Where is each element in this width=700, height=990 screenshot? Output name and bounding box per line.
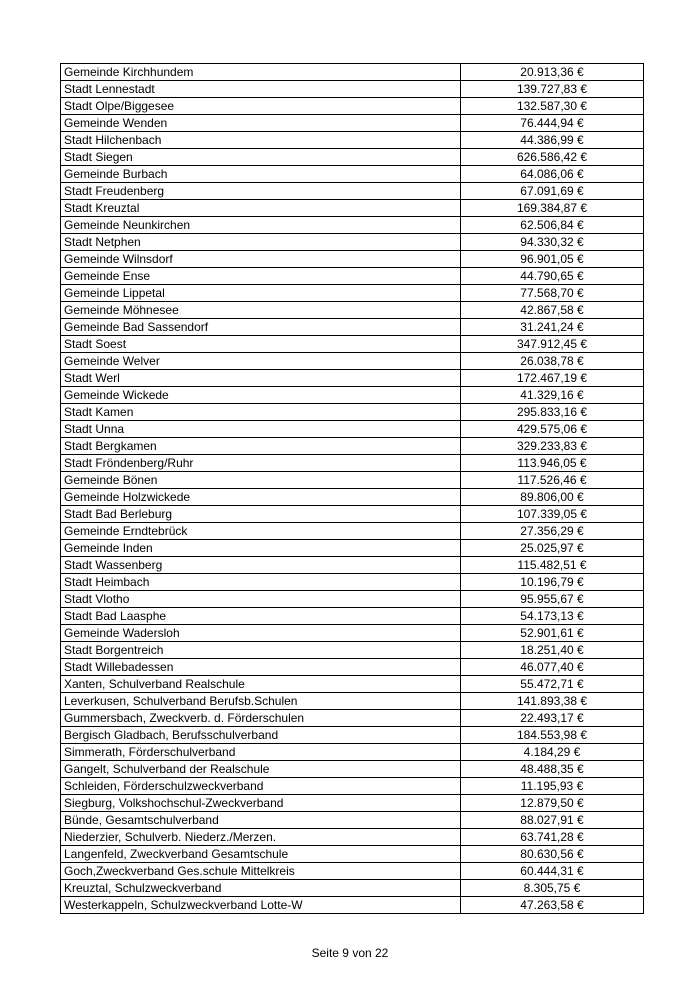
table-row — [61, 81, 644, 98]
amount-cell: 184.553,98 € — [461, 727, 644, 744]
municipality-name-cell: Stadt Vlotho — [61, 591, 461, 608]
municipality-name-cell: Stadt Bad Berleburg — [61, 506, 461, 523]
amount-cell: 117.526,46 € — [461, 472, 644, 489]
amount-cell: 63.741,28 € — [461, 829, 644, 846]
amount-cell: 62.506,84 € — [461, 217, 644, 234]
amount-cell: 172.467,19 € — [461, 370, 644, 387]
municipality-name-cell: Simmerath, Förderschulverband — [61, 744, 461, 761]
municipality-name-cell: Stadt Lennestadt — [61, 81, 461, 98]
table-row — [61, 829, 644, 846]
municipality-name-cell: Gemeinde Erndtebrück — [61, 523, 461, 540]
municipality-name-cell: Stadt Bad Laasphe — [61, 608, 461, 625]
municipality-name-cell: Gangelt, Schulverband der Realschule — [61, 761, 461, 778]
amount-cell: 88.027,91 € — [461, 812, 644, 829]
table-row — [61, 472, 644, 489]
municipality-name-cell: Stadt Freudenberg — [61, 183, 461, 200]
amount-cell: 31.241,24 € — [461, 319, 644, 336]
municipality-name-cell: Leverkusen, Schulverband Berufsb.Schulen — [61, 693, 461, 710]
municipality-name-cell: Bünde, Gesamtschulverband — [61, 812, 461, 829]
municipality-name-cell: Goch,Zweckverband Ges.schule Mittelkreis — [61, 863, 461, 880]
table-row — [61, 727, 644, 744]
amount-cell: 26.038,78 € — [461, 353, 644, 370]
amount-cell: 25.025,97 € — [461, 540, 644, 557]
table-row — [61, 115, 644, 132]
amount-cell: 10.196,79 € — [461, 574, 644, 591]
municipality-name-cell: Stadt Fröndenberg/Ruhr — [61, 455, 461, 472]
amount-cell: 11.195,93 € — [461, 778, 644, 795]
municipality-name-cell: Stadt Kamen — [61, 404, 461, 421]
table-row — [61, 336, 644, 353]
amount-cell: 54.173,13 € — [461, 608, 644, 625]
amount-cell: 95.955,67 € — [461, 591, 644, 608]
amount-cell: 46.077,40 € — [461, 659, 644, 676]
amount-cell: 80.630,56 € — [461, 846, 644, 863]
table-row — [61, 659, 644, 676]
table-row — [61, 710, 644, 727]
amount-cell: 107.339,05 € — [461, 506, 644, 523]
table-row — [61, 183, 644, 200]
table-row — [61, 863, 644, 880]
amount-cell: 44.790,65 € — [461, 268, 644, 285]
table-row — [61, 761, 644, 778]
table-row — [61, 642, 644, 659]
municipality-name-cell: Stadt Borgentreich — [61, 642, 461, 659]
municipality-name-cell: Gemeinde Burbach — [61, 166, 461, 183]
amount-cell: 20.913,36 € — [461, 64, 644, 81]
table-row — [61, 540, 644, 557]
table-row — [61, 319, 644, 336]
amount-cell: 12.879,50 € — [461, 795, 644, 812]
table-row — [61, 98, 644, 115]
amount-cell: 76.444,94 € — [461, 115, 644, 132]
amount-cell: 77.568,70 € — [461, 285, 644, 302]
municipality-name-cell: Stadt Olpe/Biggesee — [61, 98, 461, 115]
municipality-name-cell: Gemeinde Bönen — [61, 472, 461, 489]
table-row — [61, 404, 644, 421]
amount-cell: 47.263,58 € — [461, 897, 644, 914]
amount-cell: 295.833,16 € — [461, 404, 644, 421]
municipality-name-cell: Gemeinde Lippetal — [61, 285, 461, 302]
amount-cell: 41.329,16 € — [461, 387, 644, 404]
table-row — [61, 591, 644, 608]
municipality-name-cell: Stadt Siegen — [61, 149, 461, 166]
municipality-name-cell: Gemeinde Wadersloh — [61, 625, 461, 642]
municipality-name-cell: Stadt Hilchenbach — [61, 132, 461, 149]
table-row — [61, 370, 644, 387]
municipality-name-cell: Xanten, Schulverband Realschule — [61, 676, 461, 693]
table-row — [61, 234, 644, 251]
municipality-name-cell: Stadt Soest — [61, 336, 461, 353]
table-row — [61, 744, 644, 761]
table-row — [61, 608, 644, 625]
municipality-name-cell: Gemeinde Neunkirchen — [61, 217, 461, 234]
amount-cell: 115.482,51 € — [461, 557, 644, 574]
table-row — [61, 387, 644, 404]
amount-cell: 42.867,58 € — [461, 302, 644, 319]
table-row — [61, 846, 644, 863]
amount-cell: 347.912,45 € — [461, 336, 644, 353]
municipality-name-cell: Gemeinde Inden — [61, 540, 461, 557]
table-row — [61, 489, 644, 506]
table-row — [61, 285, 644, 302]
amount-cell: 55.472,71 € — [461, 676, 644, 693]
municipality-name-cell: Stadt Bergkamen — [61, 438, 461, 455]
table-row — [61, 506, 644, 523]
municipality-name-cell: Gemeinde Welver — [61, 353, 461, 370]
municipality-name-cell: Gemeinde Wilnsdorf — [61, 251, 461, 268]
amount-cell: 22.493,17 € — [461, 710, 644, 727]
table-row — [61, 421, 644, 438]
municipality-name-cell: Stadt Unna — [61, 421, 461, 438]
amount-cell: 4.184,29 € — [461, 744, 644, 761]
municipality-name-cell: Gemeinde Holzwickede — [61, 489, 461, 506]
table-row — [61, 455, 644, 472]
municipality-name-cell: Gemeinde Möhnesee — [61, 302, 461, 319]
table-row — [61, 625, 644, 642]
amount-cell: 329.233,83 € — [461, 438, 644, 455]
table-row — [61, 880, 644, 897]
municipality-name-cell: Niederzier, Schulverb. Niederz./Merzen. — [61, 829, 461, 846]
municipality-name-cell: Stadt Kreuztal — [61, 200, 461, 217]
amount-cell: 52.901,61 € — [461, 625, 644, 642]
table-row — [61, 166, 644, 183]
table-row — [61, 64, 644, 81]
amount-cell: 94.330,32 € — [461, 234, 644, 251]
table-row — [61, 812, 644, 829]
amount-cell: 96.901,05 € — [461, 251, 644, 268]
table-row — [61, 778, 644, 795]
amount-cell: 139.727,83 € — [461, 81, 644, 98]
municipality-name-cell: Stadt Willebadessen — [61, 659, 461, 676]
amount-cell: 48.488,35 € — [461, 761, 644, 778]
municipality-name-cell: Stadt Heimbach — [61, 574, 461, 591]
amount-cell: 89.806,00 € — [461, 489, 644, 506]
amount-cell: 626.586,42 € — [461, 149, 644, 166]
table-row — [61, 251, 644, 268]
amount-cell: 132.587,30 € — [461, 98, 644, 115]
municipality-name-cell: Siegburg, Volkshochschul-Zweckverband — [61, 795, 461, 812]
municipality-name-cell: Schleiden, Förderschulzweckverband — [61, 778, 461, 795]
amount-cell: 67.091,69 € — [461, 183, 644, 200]
table-row — [61, 149, 644, 166]
table-row — [61, 523, 644, 540]
municipality-name-cell: Gummersbach, Zweckverb. d. Förderschulen — [61, 710, 461, 727]
amount-cell: 8.305,75 € — [461, 880, 644, 897]
municipality-name-cell: Gemeinde Kirchhundem — [61, 64, 461, 81]
municipality-name-cell: Stadt Wassenberg — [61, 557, 461, 574]
table-row — [61, 200, 644, 217]
municipality-name-cell: Langenfeld, Zweckverband Gesamtschule — [61, 846, 461, 863]
municipality-name-cell: Stadt Werl — [61, 370, 461, 387]
table-row — [61, 268, 644, 285]
payments-table — [60, 63, 644, 914]
table-row — [61, 438, 644, 455]
table-row — [61, 132, 644, 149]
amount-cell: 64.086,06 € — [461, 166, 644, 183]
municipality-name-cell: Kreuztal, Schulzweckverband — [61, 880, 461, 897]
municipality-name-cell: Gemeinde Wickede — [61, 387, 461, 404]
page-number: Seite 9 von 22 — [311, 946, 389, 960]
municipality-name-cell: Westerkappeln, Schulzweckverband Lotte-W — [61, 897, 461, 914]
municipality-name-cell: Gemeinde Wenden — [61, 115, 461, 132]
municipality-name-cell: Gemeinde Bad Sassendorf — [61, 319, 461, 336]
amount-cell: 44.386,99 € — [461, 132, 644, 149]
table-row — [61, 302, 644, 319]
amount-cell: 27.356,29 € — [461, 523, 644, 540]
table-row — [61, 795, 644, 812]
amount-cell: 18.251,40 € — [461, 642, 644, 659]
table-row — [61, 353, 644, 370]
municipality-name-cell: Bergisch Gladbach, Berufsschulverband — [61, 727, 461, 744]
table-row — [61, 676, 644, 693]
amount-cell: 60.444,31 € — [461, 863, 644, 880]
amount-cell: 141.893,38 € — [461, 693, 644, 710]
municipality-name-cell: Stadt Netphen — [61, 234, 461, 251]
table-row — [61, 693, 644, 710]
table-row — [61, 574, 644, 591]
table-body — [61, 64, 644, 914]
municipality-name-cell: Gemeinde Ense — [61, 268, 461, 285]
table-row — [61, 897, 644, 914]
table-row — [61, 217, 644, 234]
table-row — [61, 557, 644, 574]
amount-cell: 113.946,05 € — [461, 455, 644, 472]
amount-cell: 169.384,87 € — [461, 200, 644, 217]
amount-cell: 429.575,06 € — [461, 421, 644, 438]
